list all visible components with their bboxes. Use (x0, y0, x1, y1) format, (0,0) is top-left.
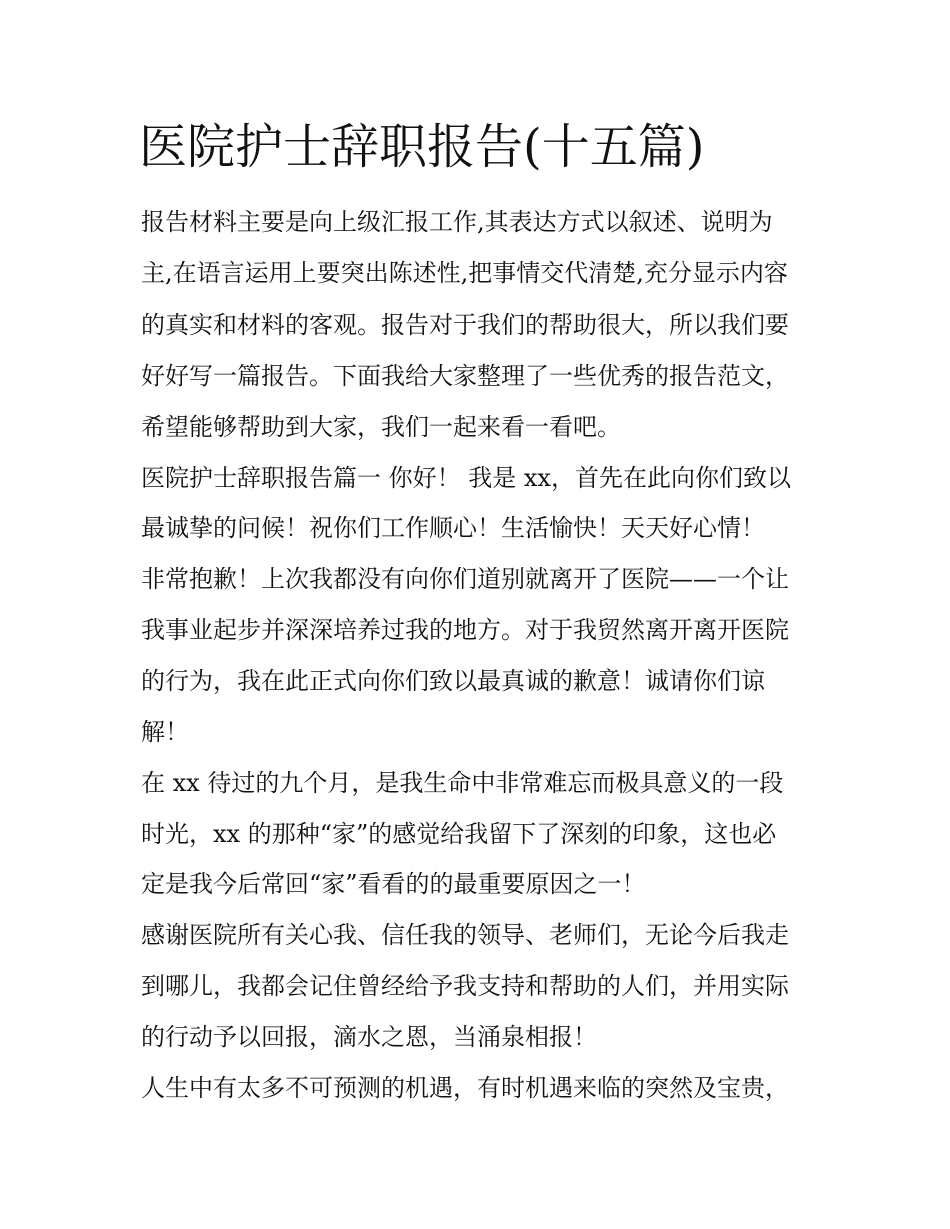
text-line: 时光，xx 的那种“家”的感觉给我留下了深刻的印象，这也必 (141, 820, 777, 848)
text-line: 希望能够帮助到大家，我们一起来看一看吧。 (141, 413, 621, 441)
text-line: 到哪儿，我都会记住曾经给予我支持和帮助的人们，并用实际 (141, 972, 789, 1000)
text-line: 主,在语言运用上要突出陈述性,把事情交代清楚,充分显示内容 (141, 259, 788, 287)
text-line: 感谢医院所有关心我、信任我的领导、老师们，无论今后我走 (141, 921, 789, 949)
text-line: 人生中有太多不可预测的机遇，有时机遇来临的突然及宝贵， (141, 1074, 789, 1102)
text-line: 医院护士辞职报告篇一 你好！ 我是 xx，首先在此向你们致以 (141, 464, 791, 492)
document-title: 医院护士辞职报告(十五篇) (139, 119, 705, 175)
text-line: 报告材料主要是向上级汇报工作,其表达方式以叙述、说明为 (141, 208, 773, 236)
text-line: 定是我今后常回“家”看看的的最重要原因之一！ (141, 870, 646, 898)
text-line: 的真实和材料的客观。报告对于我们的帮助很大，所以我们要 (141, 311, 789, 339)
text-line: 最诚挚的问候！祝你们工作顺心！生活愉快！天天好心情！ (141, 514, 765, 542)
text-line: 非常抱歉！上次我都没有向你们道别就离开了医院——一个让 (141, 565, 789, 593)
text-line: 的行为，我在此正式向你们致以最真诚的歉意！诚请你们谅 (141, 667, 765, 695)
text-line: 我事业起步并深深培养过我的地方。对于我贸然离开离开医院 (141, 616, 789, 644)
text-line: 好好写一篇报告。下面我给大家整理了一些优秀的报告范文， (141, 362, 789, 390)
text-line: 在 xx 待过的九个月，是我生命中非常难忘而极具意义的一段 (141, 769, 784, 797)
text-line: 解！ (141, 718, 189, 746)
text-line: 的行动予以回报，滴水之恩，当涌泉相报！ (141, 1023, 597, 1051)
